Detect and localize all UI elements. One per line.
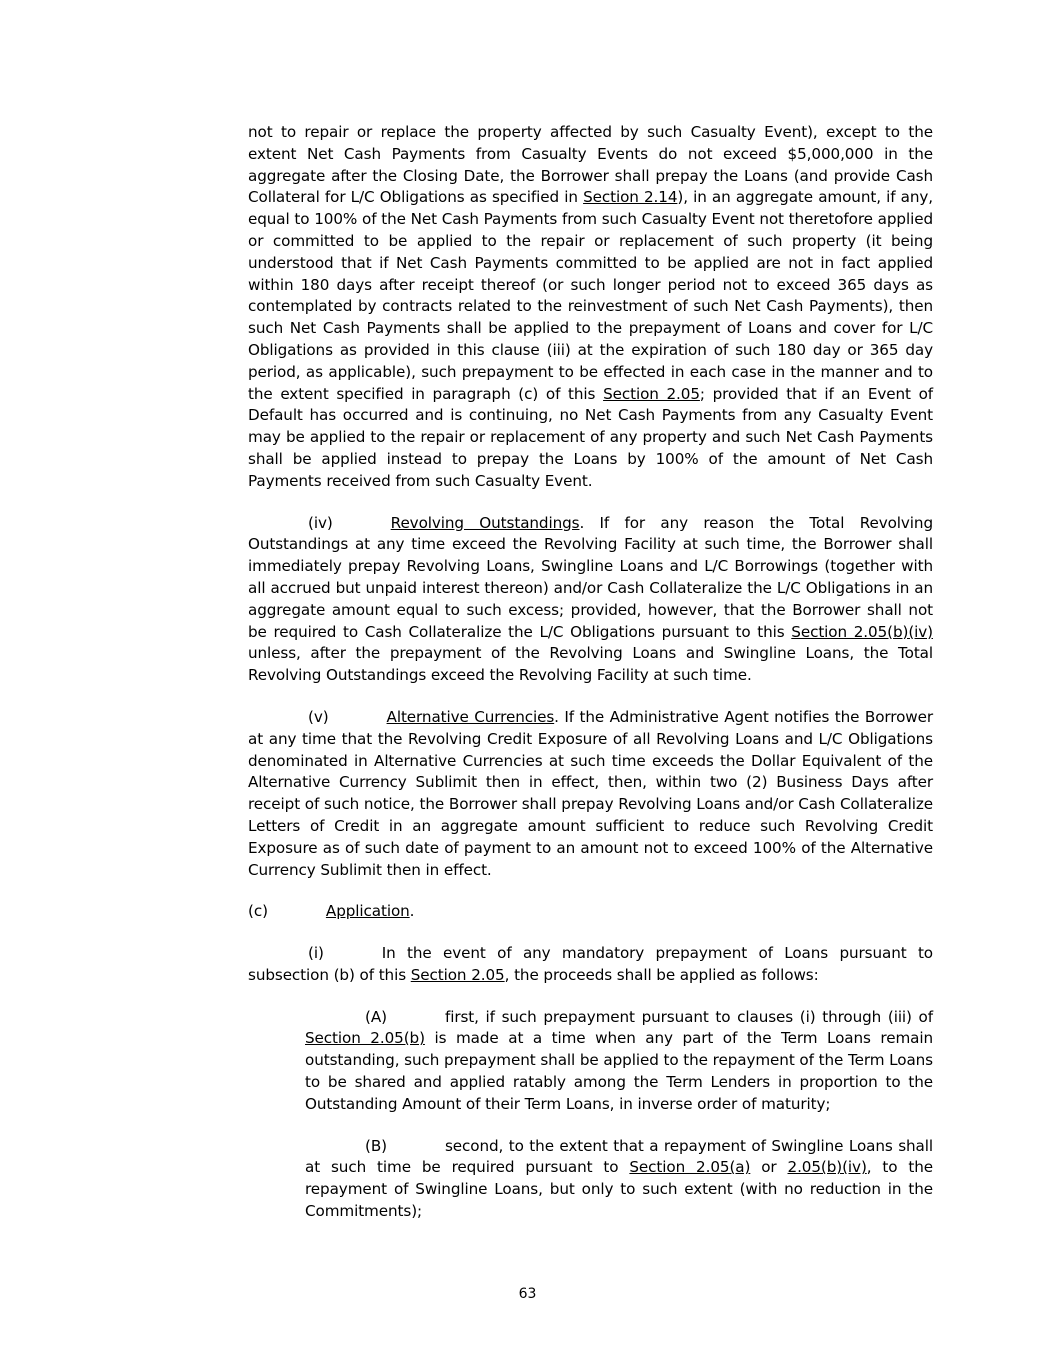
clause-heading: Revolving Outstandings [390,513,580,532]
section-reference: Section 2.14 [583,188,678,207]
body-text: . [409,902,415,921]
paragraph-alternative-currencies [248,707,933,881]
section-reference: Section 2.05(a) [629,1158,751,1177]
clause-heading: Application [325,902,410,921]
body-text: ), in an aggregate amount, if any, equal to 100% of the Net Cash Payments from such Casualty Event not theretofore applied or committed to be applied to the repair or replacement of such property (it being understood that if Net Cash Payments committed to be applied are not in fact applied within 180 days after receipt thereof (or such longer period not to exceed 365 days as contemplated by contracts related to the reinvestment of such Net Cash Payments), then such Net Cash Payments shall be applied to the prepayment of Loans and cover for L/C Obligations as provided in this clause (iii) at the expiration of such 180 day or 365 day period, as applicable), such prepayment to be effected in each case in the manner and to the extent specified in paragraph (c) of this [248,188,933,403]
body-text: or [750,1158,788,1177]
paragraph-revolving-outstandings [248,513,933,687]
body-text: first, if such prepayment pursuant to clauses (i) through (iii) of [444,1007,933,1026]
body-text: In the event of any mandatory prepayment of Loans pursuant to subsection (b) of this [248,944,933,984]
body-text: ; provided that if an Event of Default has occurred and is continuing, no Net Cash Payments from any Casualty Event may be applied to the repair or replacement of any property and such Net Cash Payments shall be applied instead to prepay the Loans by 100% of the amount of Net Cash Payments received from such Casualty Event. [248,384,934,490]
body-text: . If for any reason the Total Revolving Outstandings at any time exceed the Revolving Facility at such time, the Borrower shall immediately prepay Revolving Loans, Swingline Loans and L/C Borrowings (together with all accrued but unpaid interest thereon) and/or Cash Collateralize the L/C Obligations in an aggregate amount equal to such excess; provided, however, that the Borrower shall not be required to Cash Collateralize the L/C Obligations pursuant to this [248,513,933,641]
section-reference: 2.05(b)(iv) [787,1158,867,1177]
section-reference: Section 2.05(b) [305,1029,425,1048]
paragraph-casualty-event-continued [248,122,933,493]
body-text: second, to the extent that a repayment of Swingline Loans shall at such time be required pursuant to [305,1136,933,1177]
section-reference: Section 2.05(b)(iv) [791,622,933,641]
body-text: , the proceeds shall be applied as follows: [504,965,819,984]
body-text: . If the Administrative Agent notifies the Borrower at any time that the Revolving Credit Exposure of all Revolving Loans and L/C Obligations denominated in Alternative Currencies at such time exceeds the Dollar Equivalent of the Alternative Currency Sublimit then in effect, then, within two (2) Business Days after receipt of such notice, the Borrower shall prepay Revolving Loans and/or Cash Collateralize Letters of Credit in an aggregate amount sufficient to reduce such Revolving Credit Exposure as of such date of payment to an amount not to exceed 100% of the Alternative Currency Sublimit then in effect. [248,707,933,879]
body-text: is made at a time when any part of the Term Loans remain outstanding, such prepayment shall be applied to the repayment of the Term Loans to be shared and applied ratably among the Term Lenders in proportion to the Outstanding Amount of their Term Loans, in inverse order of maturity; [305,1029,933,1113]
page-number: 63 [518,1286,537,1302]
paragraph-clause-a-first [305,1007,933,1116]
section-reference: Section 2.05 [603,384,700,403]
clause-label: (i) [308,944,324,963]
clause-label: (iv) [308,513,333,532]
paragraph-clause-b-second [305,1136,933,1223]
paragraph-mandatory-prepayment [248,943,933,987]
body-text: not to repair or replace the property affected by such Casualty Event), except to the extent Net Cash Payments from Casualty Events do not exceed $5,000,000 in the aggregate after the Closing Date, the Borrower shall prepay the Loans (and provide Cash Collateral for L/C Obligations as specified in [248,123,933,207]
page-body [248,122,933,1223]
body-text: unless, after the prepayment of the Revolving Loans and Swingline Loans, the Total Revolving Outstandings exceed the Revolving Facility at such time. [248,644,933,685]
clause-label: (v) [308,707,329,726]
body-text: , to the repayment of Swingline Loans, but only to such extent (with no reduction in the Commitments); [305,1158,934,1221]
section-reference: Section 2.05 [410,965,505,984]
clause-heading: Alternative Currencies [386,707,555,726]
clause-label: (c) [248,902,268,921]
paragraph-application-heading [248,901,933,923]
clause-label: (A) [365,1007,387,1026]
clause-label: (B) [365,1136,387,1155]
